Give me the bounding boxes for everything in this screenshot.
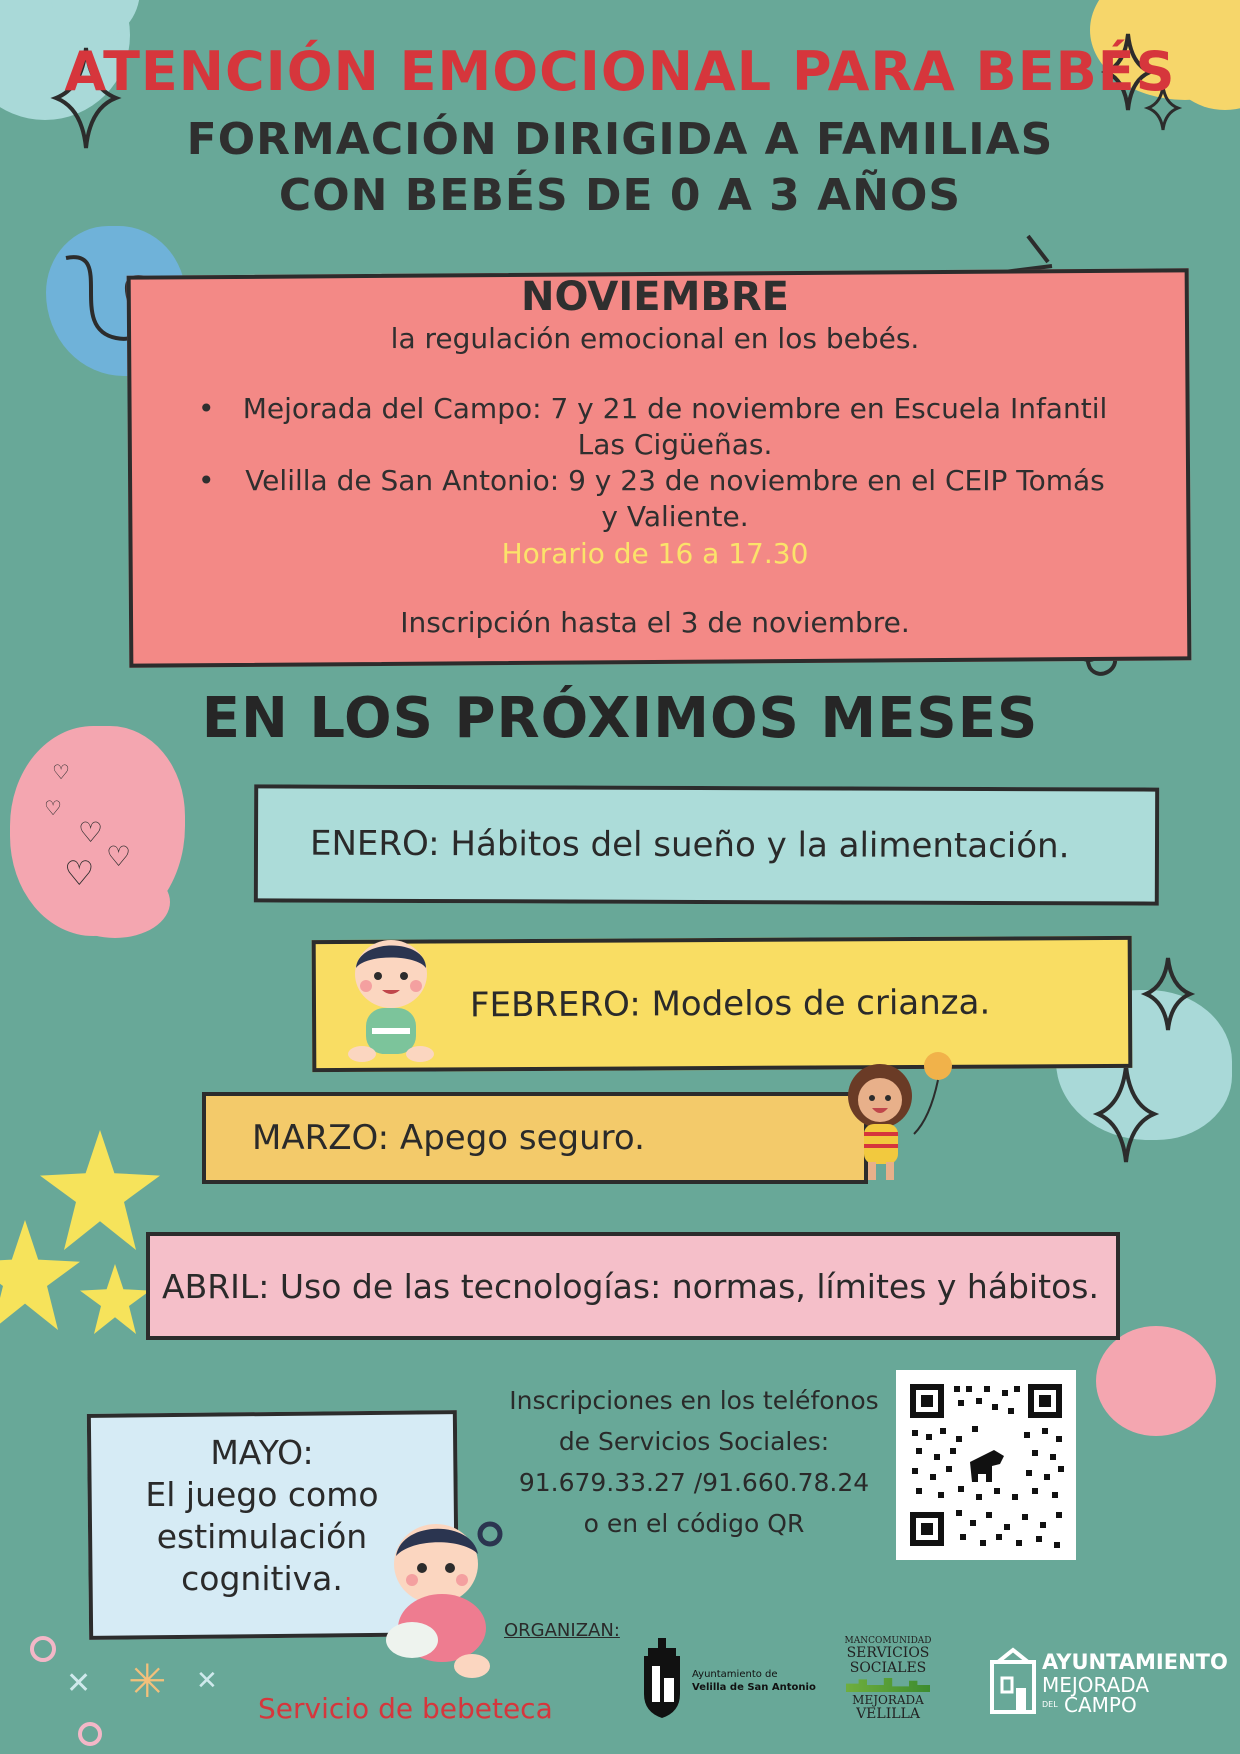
organizers-label: ORGANIZAN: [504,1620,620,1641]
star-icon [0,1220,80,1330]
girl-illustration [830,1048,960,1186]
velilla-logo-line: Ayuntamiento de [692,1669,778,1680]
november-content [128,268,1182,639]
building-icon [988,1648,1038,1718]
november-schedule: Horario de 16 a 17.30 [501,537,809,570]
subtitle-line-2: CON BEBÉS DE 0 A 3 AÑOS [278,170,962,221]
sparkle-icon: ✳ [128,1654,167,1708]
heart-icon: ♡ [106,840,132,873]
bebeteca-label: Servicio de bebeteca [258,1692,553,1725]
november-deadline: Inscripción hasta el 3 de noviembre. [400,606,910,639]
mejorada-logo-line: CAMPO [1064,1693,1137,1717]
registration-line: o en el código QR [583,1509,805,1538]
sparkle-icon: ✕ [66,1666,92,1701]
mancomunidad-line: VELILLA [856,1706,920,1722]
qr-code[interactable] [896,1370,1076,1560]
heart-icon: ♡ [64,854,95,894]
month-box-marzo [202,1092,868,1184]
upcoming-heading: EN LOS PRÓXIMOS MESES [201,686,1039,751]
session-item: • Mejorada del Campo: 7 y 21 de noviembre en Escuela Infantil Las Cigüeñas. [198,391,1112,463]
star-icon [80,1264,150,1334]
mayo-line: El juego como [145,1475,379,1514]
month-topic: MARZO: Apego seguro. [252,1118,645,1158]
sparkle-icon [1098,1066,1154,1162]
heart-icon: ♡ [44,796,62,820]
month-box-enero [254,784,1159,905]
registration-line: Inscripciones en los teléfonos [509,1386,879,1415]
sparkle-icon [78,1722,102,1746]
velilla-logo [640,1638,830,1718]
mancomunidad-logo [836,1636,940,1728]
registration-line: de Servicios Sociales: [558,1427,830,1456]
velilla-logo-line: Velilla de San Antonio [692,1682,816,1693]
november-sessions [198,391,1112,535]
mayo-line: cognitiva. [181,1559,343,1598]
session-item: • Velilla de San Antonio: 9 y 23 de noviembre en el CEIP Tomás y Valiente. [198,463,1112,535]
month-box-abril [146,1232,1120,1340]
baby-illustration [336,932,446,1068]
heart-icon: ♡ [52,760,70,784]
sparkle-icon [30,1636,56,1662]
mancomunidad-line: SERVICIOS [846,1645,930,1661]
registration-info [476,1380,912,1544]
subtitle-line-1: FORMACIÓN DIRIGIDA A FAMILIAS [186,114,1054,165]
november-topic: la regulación emocional en los bebés. [390,322,920,355]
mayo-line: estimulación [156,1517,368,1556]
mancomunidad-line: MEJORADA [852,1693,924,1707]
mejorada-logo [988,1646,1228,1722]
town-silhouette-icon [846,1678,930,1692]
page-title: ATENCIÓN EMOCIONAL PARA BEBÉS [64,40,1176,103]
mayo-label: MAYO: [210,1433,314,1472]
month-topic: FEBRERO: Modelos de crianza. [469,982,991,1026]
mancomunidad-line: SOCIALES [849,1660,927,1676]
velilla-logo-text [692,1668,816,1694]
mejorada-logo-line: DEL [1042,1700,1058,1709]
sparkle-icon [1146,958,1190,1030]
november-title: NOVIEMBRE [521,274,789,320]
shield-icon [640,1638,684,1718]
mejorada-logo-line: MEJORADA [1042,1673,1150,1697]
heart-icon: ♡ [78,816,104,849]
pink-blob-right [1096,1326,1216,1436]
month-topic: ABRIL: Uso de las tecnologías: normas, límites y hábitos. [162,1266,1099,1306]
mejorada-logo-title: AYUNTAMIENTO [1042,1650,1228,1674]
mancomunidad-line: MANCOMUNIDAD [844,1636,932,1646]
registration-phones: 91.679.33.27 /91.660.78.24 [518,1468,870,1497]
month-topic: ENERO: Hábitos del sueño y la alimentación. [309,823,1070,867]
sparkle-icon: ✕ [196,1666,218,1696]
qr-code-pattern [896,1370,1076,1560]
page-subtitle [0,112,1240,224]
